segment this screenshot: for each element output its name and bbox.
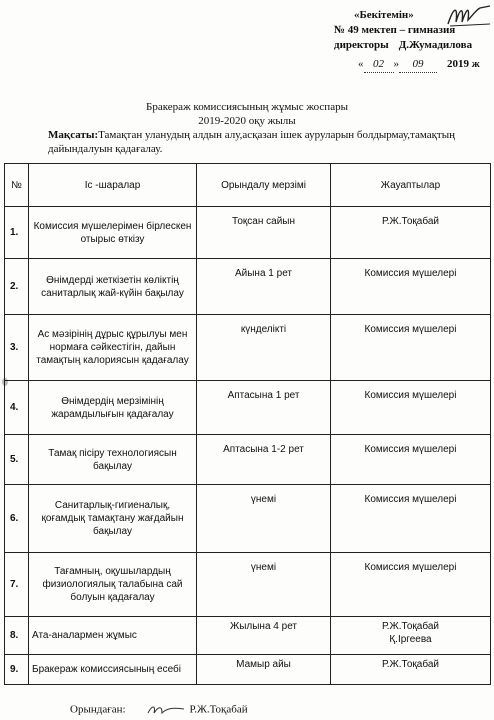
row-deadline: үнемі xyxy=(197,485,331,553)
row-responsible: Комиссия мүшелері xyxy=(331,435,491,485)
footer-name: Р.Ж.Тоқабай xyxy=(189,703,248,716)
row-deadline: үнемі xyxy=(197,553,331,617)
row-num: 8. xyxy=(5,617,29,655)
row-num: 7. xyxy=(5,553,29,617)
approval-date: « 02 » 09 2019 ж xyxy=(300,57,490,73)
goal-label: Мақсаты: xyxy=(48,129,99,141)
table-row xyxy=(5,435,491,485)
row-deadline: Айына 1 рет xyxy=(197,259,331,315)
date-day: 02 xyxy=(364,57,394,73)
table-row xyxy=(5,259,491,315)
header-deadline: Орындалу мерзімі xyxy=(197,164,331,207)
row-activity: Тамақ пісіру технологиясын бақылау xyxy=(29,435,197,485)
title-line-2: 2019-2020 оқу жылы xyxy=(198,115,296,127)
row-responsible: Комиссия мүшелері xyxy=(331,485,491,553)
plan-table xyxy=(4,163,491,685)
row-deadline: күнделікті xyxy=(197,315,331,381)
row-deadline: Мамыр айы xyxy=(197,655,331,685)
row-num: 5. xyxy=(5,435,29,485)
row-activity: Тағамның, оқушылардың физиологиялық талабына сай болуын қадағалау xyxy=(29,553,197,617)
row-num: 6. xyxy=(5,485,29,553)
approval-heading: «Бекітемін» xyxy=(354,9,414,21)
table-row xyxy=(5,553,491,617)
table-header-row xyxy=(5,164,491,207)
row-responsible: Комиссия мүшелері xyxy=(331,259,491,315)
row-deadline: Аптасына 1 рет xyxy=(197,381,331,435)
row-responsible: Р.Ж.Тоқабай Қ.Іргеева xyxy=(331,617,491,655)
document-title xyxy=(0,100,494,128)
row-deadline: Аптасына 1-2 рет xyxy=(197,435,331,485)
row-activity: Ата-аналармен жұмыс xyxy=(29,617,197,655)
row-responsible: Комиссия мүшелері xyxy=(331,315,491,381)
header-responsible: Жауаптылар xyxy=(331,164,491,207)
goal-text: Тамақтан уланудың алдын алу,асқазан ішек ауруларын болдырмау,тамақтың дайындалуын қадағалау. xyxy=(48,129,456,155)
row-activity: Комиссия мүшелерімен бірлескен отырыс өткізу xyxy=(29,207,197,259)
school-name: № 49 мектеп – гимназия xyxy=(334,24,456,36)
title-line-1: Бракераж комиссиясының жұмыс жоспары xyxy=(146,101,348,113)
row-activity: Өнімдерді жеткізетін көліктің санитарлық жай-күйін бақылау xyxy=(29,259,197,315)
row-num: 4. xyxy=(5,381,29,435)
footer xyxy=(70,703,248,717)
row-num: 1. xyxy=(5,207,29,259)
row-deadline: Жылына 4 рет xyxy=(197,617,331,655)
footer-label: Орындаған: xyxy=(70,703,126,716)
table-row xyxy=(5,485,491,553)
director-line xyxy=(300,38,490,53)
executor-signature-icon xyxy=(146,703,186,717)
director-name: Д.Жумадилова xyxy=(398,39,473,51)
approval-block xyxy=(300,8,490,73)
row-num: 9. xyxy=(5,655,29,685)
table-row xyxy=(5,381,491,435)
director-role: директоры xyxy=(334,39,389,51)
row-responsible: Комиссия мүшелері xyxy=(331,381,491,435)
row-responsible: Комиссия мүшелері xyxy=(331,553,491,617)
row-activity: Бракераж комиссиясының есебі xyxy=(29,655,197,685)
table-row xyxy=(5,617,491,655)
row-deadline: Тоқсан сайын xyxy=(197,207,331,259)
table-row xyxy=(5,655,491,685)
header-activity: Іс -шаралар xyxy=(29,164,197,207)
goal-paragraph xyxy=(48,128,488,156)
row-num: 3. xyxy=(5,315,29,381)
header-num: № xyxy=(5,164,29,207)
table-row xyxy=(5,315,491,381)
row-responsible: Р.Ж.Тоқабай xyxy=(331,207,491,259)
row-activity: Санитарлық-гигиеналық, қоғамдық тамақтану жағдайын бақылау xyxy=(29,485,197,553)
row-responsible: Р.Ж.Тоқабай xyxy=(331,655,491,685)
table-row xyxy=(5,207,491,259)
date-year: 2019 ж xyxy=(447,58,480,70)
row-activity: Ас мәзірінің дұрыс құрылуы мен нормаға сәйкестігін, дайын тамақтың калориясын қадағалау xyxy=(29,315,197,381)
date-month: 09 xyxy=(399,57,437,73)
row-num: 2. xyxy=(5,259,29,315)
row-activity: Өнімдердің мерзімінің жарамдылығын қадағалау xyxy=(29,381,197,435)
